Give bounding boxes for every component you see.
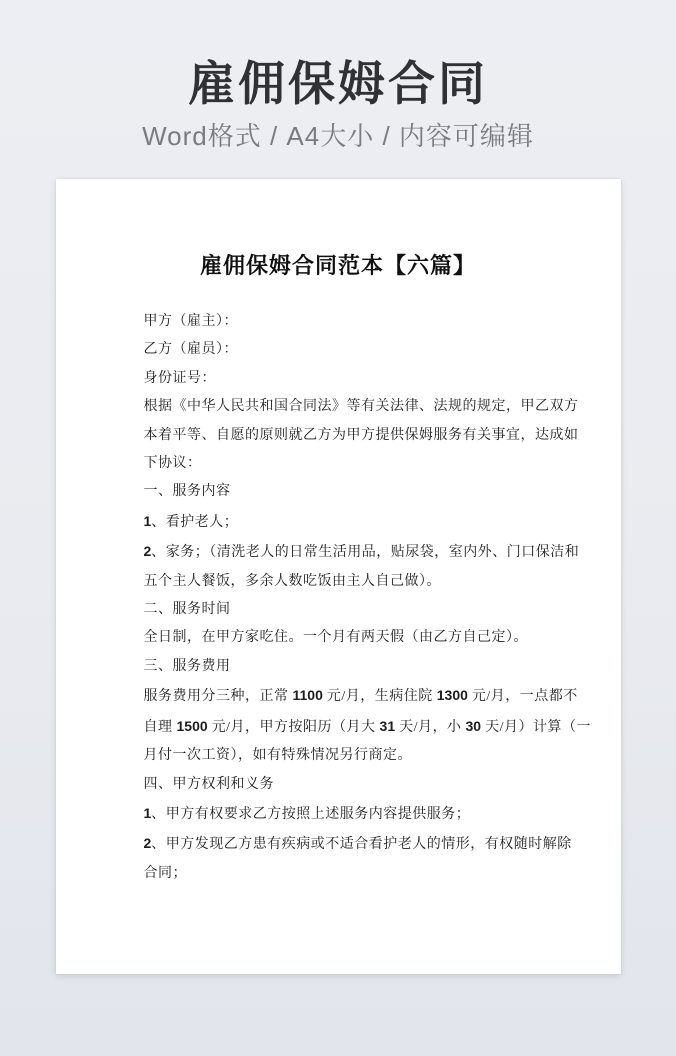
contract-line: 身份证号： xyxy=(143,370,216,386)
banner-subtitle: Word格式 / A4大小 / 内容可编辑 xyxy=(142,121,534,151)
contract-line: 服务费用分三种，正常 1100 元/月，生病住院 1300 元/月，一点都不 xyxy=(143,687,578,705)
contract-line: 一、服务内容 xyxy=(143,484,231,500)
contract-line: 2、甲方发现乙方患有疾病或不适合看护老人的情形，有权随时解除 xyxy=(143,835,572,853)
contract-line: 下协议： xyxy=(143,456,202,472)
banner-title: 雇佣保姆合同 xyxy=(188,57,488,110)
banner xyxy=(0,0,676,152)
contract-line: 乙方（雇员）： xyxy=(143,342,238,358)
contract-line: 月付一次工资），如有特殊情况另行商定。 xyxy=(143,748,412,764)
contract-line: 1、看护老人； xyxy=(143,512,239,530)
contract-line: 自理 1500 元/月，甲方按阳历（月大 31 天/月，小 30 天/月）计算（一 xyxy=(143,717,591,735)
contract-line: 本着平等、自愿的原则就乙方为甲方提供保姆服务有关事宜，达成如 xyxy=(143,427,579,443)
contract-line: 合同； xyxy=(143,865,187,881)
contract-line: 全日制，在甲方家吃住。一个月有两天假（由乙方自己定）。 xyxy=(143,630,528,646)
contract-line: 2、家务；（清洗老人的日常生活用品，贴尿袋，室内外、门口保洁和 xyxy=(143,543,580,561)
contract-line: 1、甲方有权要求乙方按照上述服务内容提供服务； xyxy=(143,804,471,822)
document-title: 雇佣保姆合同范本【六篇】 xyxy=(199,253,476,278)
contract-line: 四、甲方权利和义务 xyxy=(143,776,274,792)
document-page xyxy=(56,179,621,974)
document-body xyxy=(143,308,591,888)
contract-line: 根据《中华人民共和国合同法》等有关法律、法规的规定，甲乙双方 xyxy=(143,399,579,415)
contract-line: 甲方（雇主）： xyxy=(143,314,238,329)
contract-line: 二、服务时间 xyxy=(143,602,231,618)
contract-line: 五个主人餐饭，多余人数吃饭由主人自己做）。 xyxy=(143,573,441,589)
contract-line: 三、服务费用 xyxy=(143,658,231,674)
